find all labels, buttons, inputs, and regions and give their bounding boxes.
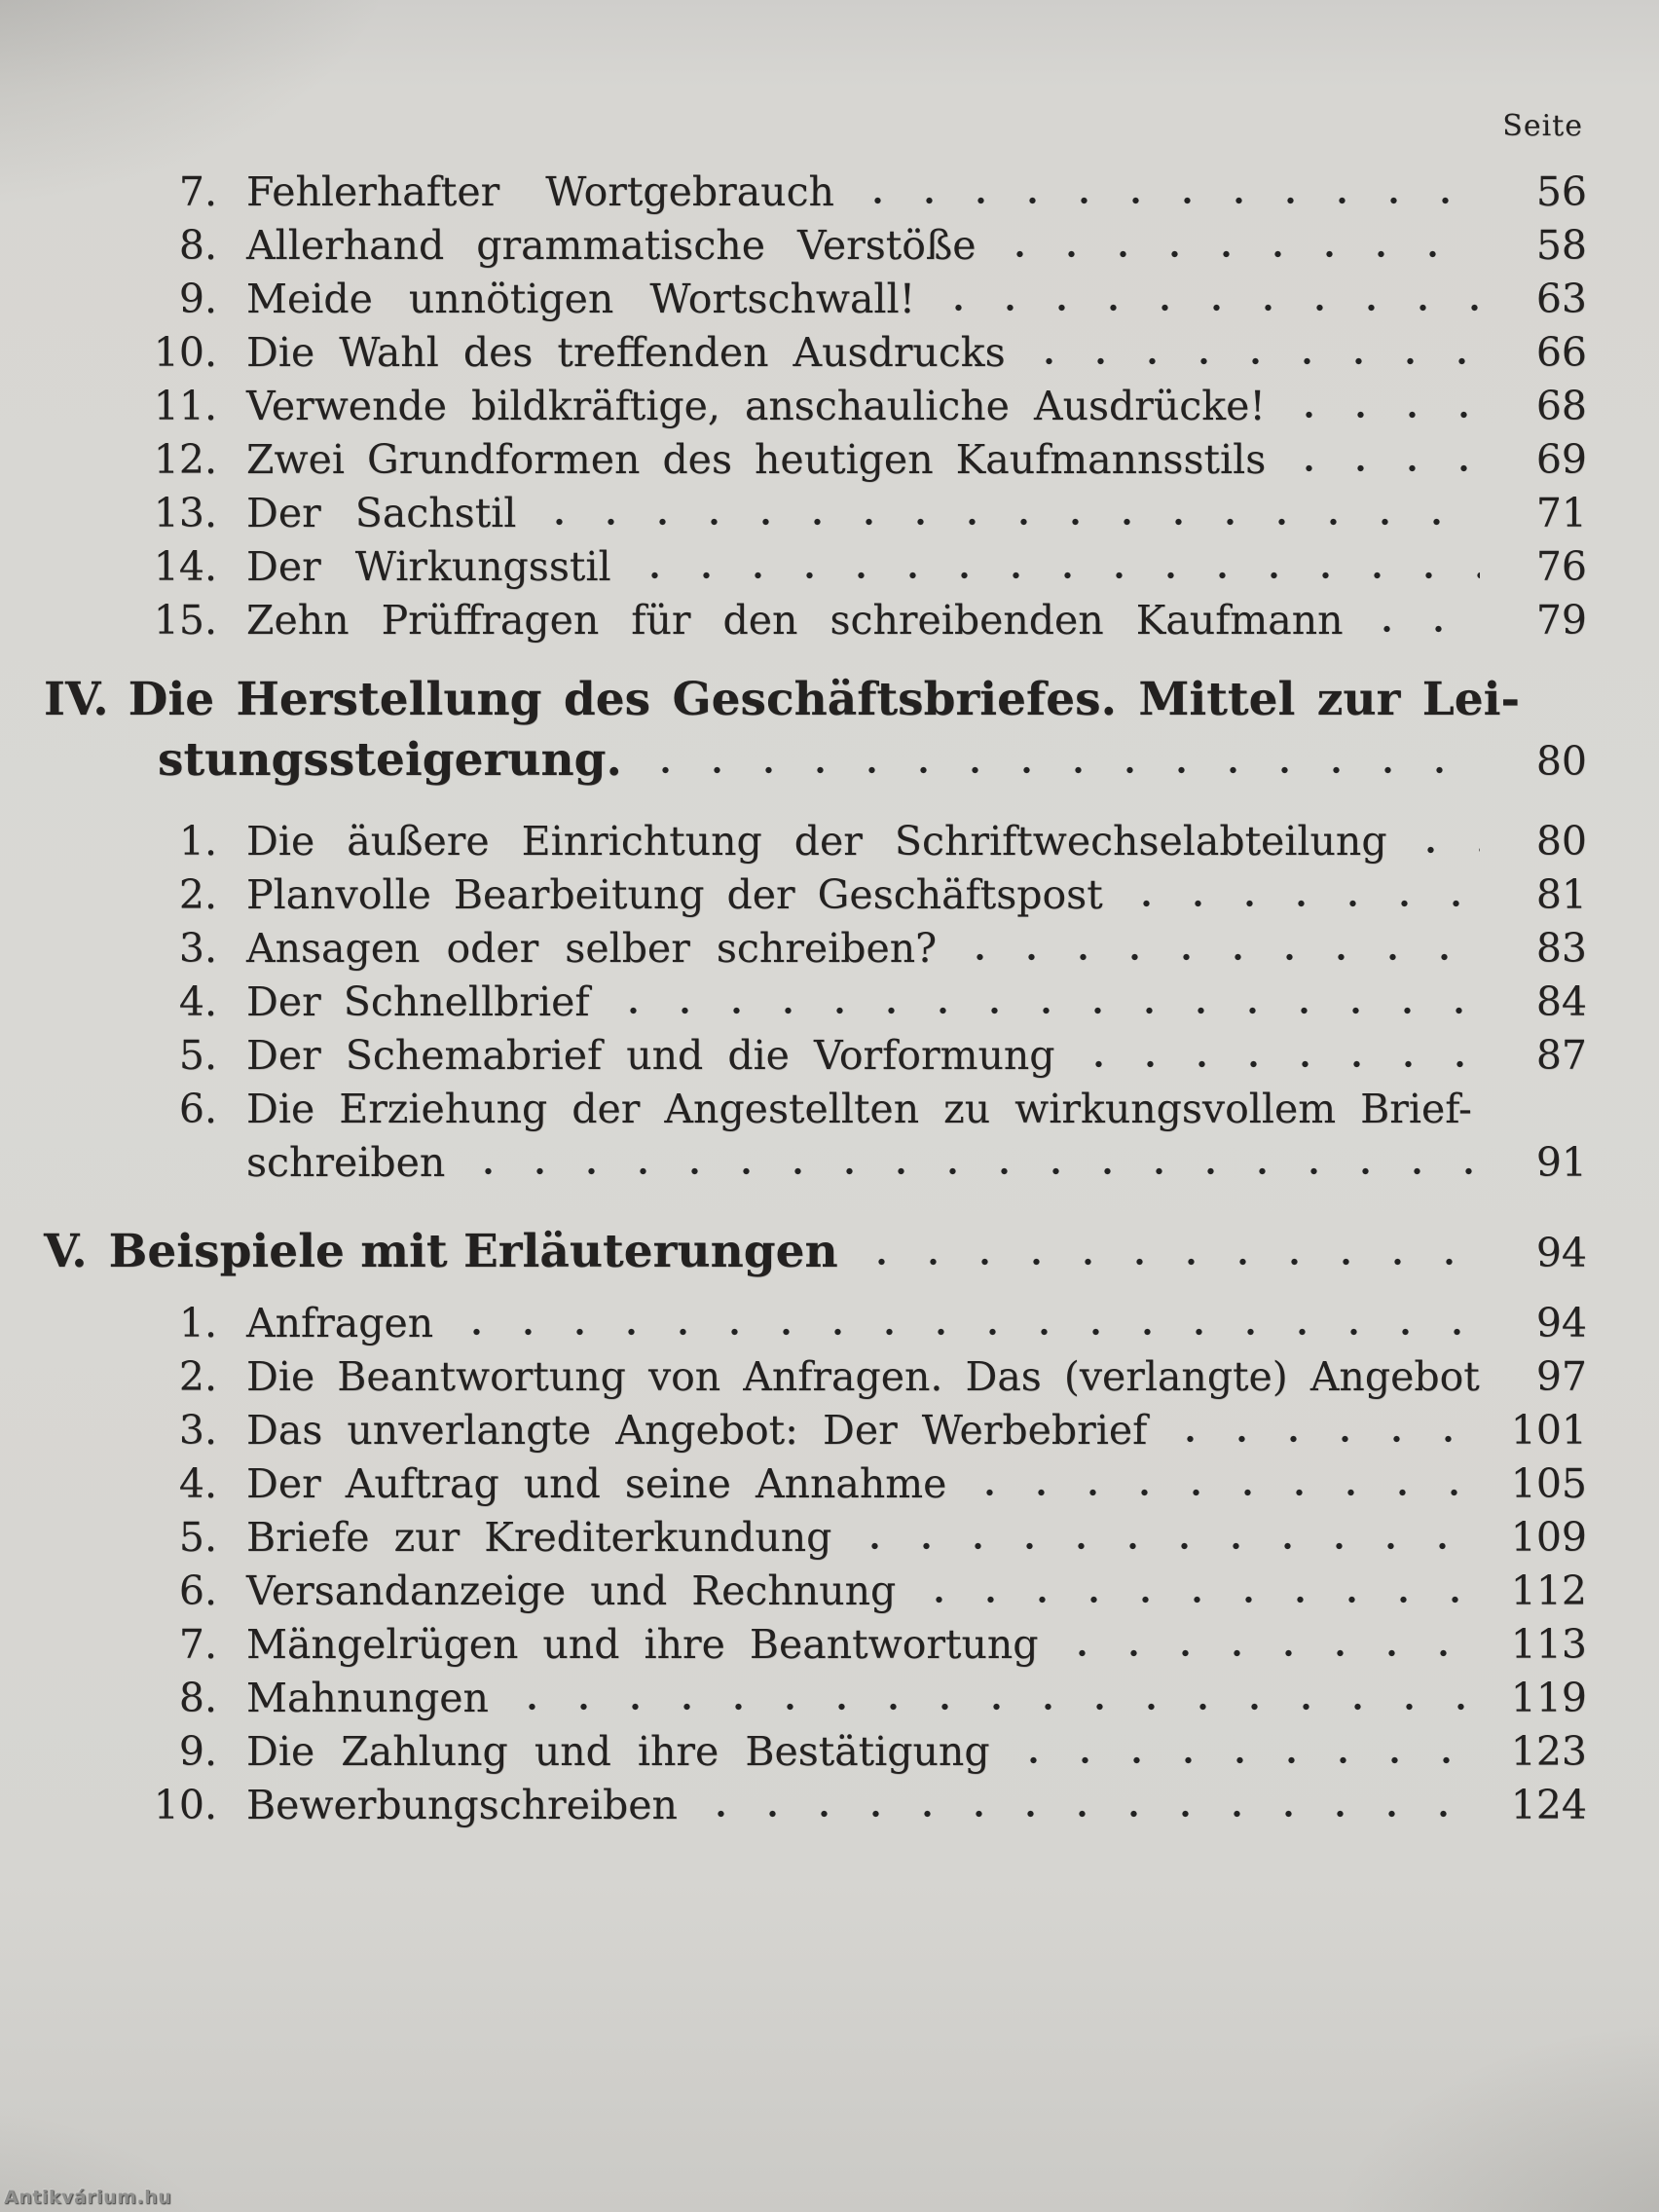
row-page-number: 119 (1510, 1675, 1587, 1721)
row-title: Die Herstellung des Geschäftsbriefes. Mittel zur Lei- (128, 673, 1521, 726)
toc-row (0, 326, 1587, 380)
row-number: 3. (178, 1407, 217, 1454)
row-number: 8. (178, 222, 217, 269)
row-title: Anfragen (246, 1300, 434, 1346)
row-number: 6. (178, 1086, 217, 1132)
row-page-number: 101 (1510, 1407, 1587, 1454)
row-title: Die Wahl des treffenden Ausdrucks (246, 329, 1006, 376)
row-page-number: 109 (1510, 1514, 1587, 1561)
row-page-number: 94 (1535, 1230, 1587, 1276)
row-number: 4. (178, 978, 217, 1025)
row-title: Mängelrügen und ihre Beantwortung (246, 1621, 1039, 1668)
row-number: 10. (153, 329, 217, 376)
toc-row (0, 1779, 1587, 1832)
toc-row (0, 1136, 1587, 1190)
row-number: 5. (178, 1514, 217, 1561)
row-page-number: 105 (1510, 1460, 1587, 1507)
dot-leader (629, 571, 1480, 580)
antikvarium-watermark: Antikvárium.hu (4, 2187, 172, 2208)
row-title: stungssteigerung. (158, 733, 622, 787)
toc-row (0, 1565, 1587, 1618)
toc-row (0, 219, 1587, 273)
row-title: Die Zahlung und ihre Bestätigung (246, 1728, 990, 1775)
toc-row (0, 540, 1587, 594)
toc-row (0, 1618, 1587, 1672)
row-title: Zwei Grundformen des heutigen Kaufmannsstils (246, 436, 1267, 483)
dot-leader (1023, 356, 1480, 366)
row-number: 11. (153, 383, 217, 429)
row-page-number: 83 (1535, 925, 1587, 972)
toc-row (0, 1404, 1587, 1457)
row-number: IV. (44, 673, 109, 726)
row-title: Planvolle Bearbeitung der Geschäftspost (246, 871, 1103, 918)
toc-row (0, 815, 1587, 868)
row-title: Der Schemabrief und die Vorformung (246, 1032, 1055, 1079)
row-number: 14. (153, 543, 217, 590)
toc-row (0, 487, 1587, 540)
row-title: Zehn Prüffragen für den schreibenden Kaufmann (246, 597, 1344, 644)
dot-leader (913, 1595, 1480, 1604)
row-page-number: 123 (1510, 1728, 1587, 1775)
toc-row (0, 1511, 1587, 1565)
dot-leader (994, 249, 1480, 259)
dot-leader (933, 303, 1480, 313)
row-number: 8. (178, 1675, 217, 1721)
row-title: Beispiele mit Erläuterungen (108, 1225, 838, 1278)
row-page-number: 124 (1510, 1782, 1587, 1828)
row-number: 1. (178, 1300, 217, 1346)
row-page-number: 66 (1535, 329, 1587, 376)
row-title: Der Sachstil (246, 490, 517, 536)
row-page-number: 94 (1535, 1300, 1587, 1346)
dot-leader (954, 952, 1480, 962)
row-title: Versandanzeige und Rechnung (246, 1567, 897, 1614)
toc-row (0, 1083, 1587, 1136)
dot-leader (451, 1327, 1480, 1337)
row-number: 6. (178, 1567, 217, 1614)
row-title: Der Schnellbrief (246, 978, 590, 1025)
dot-leader (1121, 899, 1480, 908)
row-page-number: 81 (1535, 871, 1587, 918)
row-page-number: 79 (1535, 597, 1587, 644)
toc-row (0, 1297, 1587, 1350)
toc-row (0, 166, 1587, 219)
toc (0, 166, 1587, 1832)
row-number: 5. (178, 1032, 217, 1079)
toc-row (0, 594, 1587, 647)
dot-leader (1008, 1755, 1480, 1765)
row-number: 9. (178, 1728, 217, 1775)
toc-row (0, 1725, 1587, 1779)
row-title: Ansagen oder selber schreiben? (246, 925, 938, 972)
dot-leader (849, 1541, 1480, 1551)
dot-leader (852, 196, 1480, 205)
row-number: 10. (153, 1782, 217, 1828)
row-page-number: 69 (1535, 436, 1587, 483)
dot-leader (1283, 410, 1480, 420)
row-page-number: 113 (1510, 1621, 1587, 1668)
toc-row (0, 868, 1587, 922)
dot-leader (1405, 845, 1480, 855)
seite-column-header: Seite (1502, 109, 1583, 143)
row-title: Die Beantwortung von Anfragen. Das (verlangte) Angebot (246, 1353, 1480, 1400)
row-number: 9. (178, 276, 217, 322)
toc-row (0, 922, 1587, 976)
row-title: Der Auftrag und seine Annahme (246, 1460, 947, 1507)
row-title: Meide unnötigen Wortschwall! (246, 276, 916, 322)
toc-row (0, 976, 1587, 1029)
dot-leader (964, 1488, 1480, 1497)
row-number: 1. (178, 818, 217, 865)
toc-row (0, 433, 1587, 487)
toc-row (0, 1029, 1587, 1083)
row-title: schreiben (246, 1139, 446, 1186)
row-page-number: 58 (1535, 222, 1587, 269)
row-number: 2. (178, 871, 217, 918)
row-page-number: 91 (1535, 1139, 1587, 1186)
toc-row (0, 1457, 1587, 1511)
row-page-number: 63 (1535, 276, 1587, 322)
row-title: Fehlerhafter Wortgebrauch (246, 168, 834, 215)
row-number: 15. (153, 597, 217, 644)
dot-leader (608, 1006, 1480, 1015)
toc-row (0, 273, 1587, 326)
row-number: 2. (178, 1353, 217, 1400)
row-page-number: 71 (1535, 490, 1587, 536)
dot-leader (462, 1166, 1480, 1176)
row-page-number: 80 (1535, 738, 1587, 785)
dot-leader (695, 1809, 1480, 1819)
section-heading-row (0, 1221, 1587, 1283)
row-page-number: 76 (1535, 543, 1587, 590)
row-number: V. (44, 1225, 88, 1278)
toc-row (0, 1672, 1587, 1725)
dot-leader (856, 1257, 1480, 1267)
row-title: Verwende bildkräftige, anschauliche Ausdrücke! (246, 383, 1266, 429)
row-number: 7. (178, 168, 217, 215)
row-page-number: 56 (1535, 168, 1587, 215)
row-number: 3. (178, 925, 217, 972)
row-title: Die Erziehung der Angestellten zu wirkungsvollem Brief- (246, 1086, 1472, 1132)
dot-leader (1361, 624, 1480, 634)
row-number: 4. (178, 1460, 217, 1507)
section-heading-row (0, 731, 1587, 790)
dot-leader (1073, 1059, 1480, 1069)
row-page-number: 97 (1535, 1353, 1587, 1400)
row-title: Das unverlangte Angebot: Der Werbebrief (246, 1407, 1148, 1454)
row-title: Die äußere Einrichtung der Schriftwechselabteilung (246, 818, 1387, 865)
row-title: Mahnungen (246, 1675, 489, 1721)
row-number: 7. (178, 1621, 217, 1668)
section-heading-row (0, 669, 1587, 731)
row-page-number: 80 (1535, 818, 1587, 865)
dot-leader (534, 517, 1480, 527)
toc-row (0, 380, 1587, 433)
row-page-number: 112 (1510, 1567, 1587, 1614)
dot-leader (640, 765, 1480, 775)
dot-leader (1164, 1434, 1480, 1444)
dot-leader (1283, 463, 1480, 473)
row-title: Der Wirkungsstil (246, 543, 611, 590)
row-page-number: 68 (1535, 383, 1587, 429)
row-page-number: 84 (1535, 978, 1587, 1025)
row-number: 12. (153, 436, 217, 483)
toc-row (0, 1350, 1587, 1404)
row-title: Allerhand grammatische Verstöße (246, 222, 977, 269)
row-number: 13. (153, 490, 217, 536)
row-title: Bewerbungschreiben (246, 1782, 678, 1828)
dot-leader (1056, 1648, 1480, 1658)
dot-leader (506, 1702, 1480, 1712)
row-page-number: 87 (1535, 1032, 1587, 1079)
row-title: Briefe zur Krediterkundung (246, 1514, 832, 1561)
